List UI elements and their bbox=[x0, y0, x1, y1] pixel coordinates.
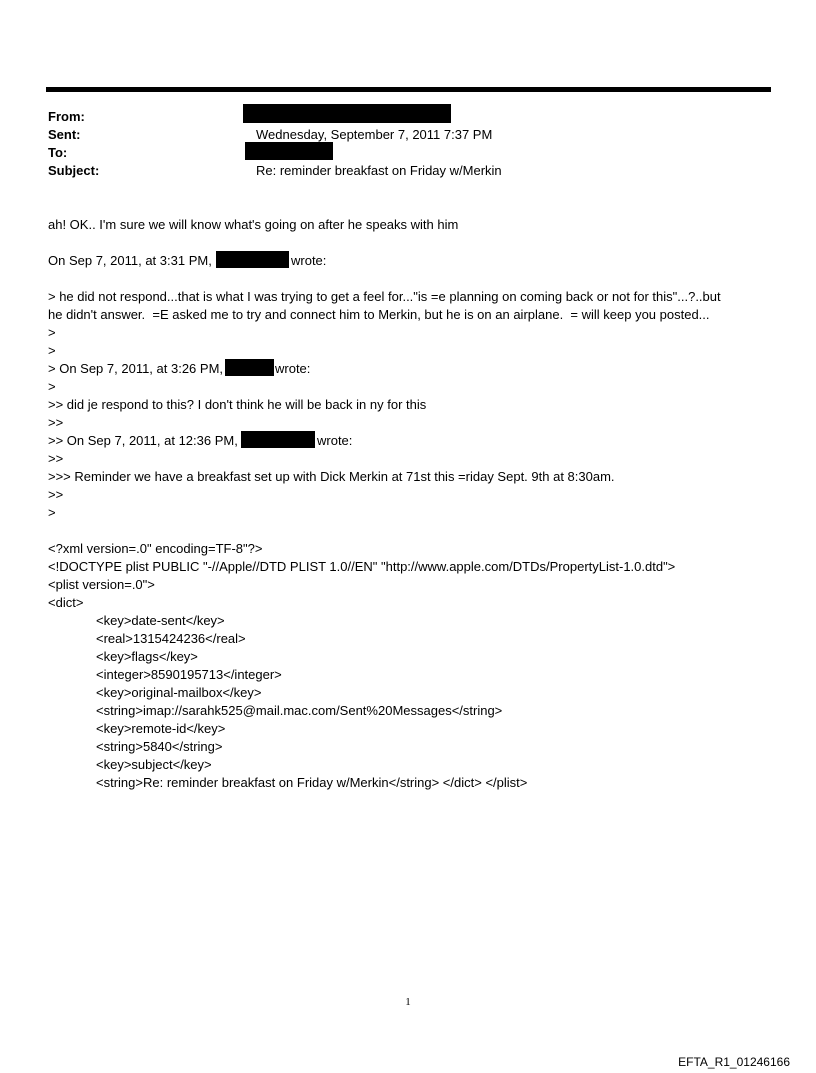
redaction-from bbox=[243, 104, 451, 123]
body-line: > bbox=[48, 325, 56, 340]
to-label: To: bbox=[48, 145, 68, 160]
body-line: wrote: bbox=[291, 253, 327, 268]
plist-line: <string>Re: reminder breakfast on Friday w/Merkin</string> </dict> </plist> bbox=[96, 775, 528, 790]
plist-line: <key>subject</key> bbox=[96, 757, 212, 772]
body-line: he didn't answer. =E asked me to try and connect him to Merkin, but he is on an airplane. = will keep you posted... bbox=[48, 307, 710, 322]
sent-label: Sent: bbox=[48, 127, 81, 142]
body-line: > he did not respond...that is what I was trying to get a feel for..."is =e planning on coming back or not for this"...?..but bbox=[48, 289, 721, 304]
plist-line: <string>5840</string> bbox=[96, 739, 223, 754]
body-line: >> bbox=[48, 415, 64, 430]
body-line: >> On Sep 7, 2011, at 12:36 PM, bbox=[48, 433, 238, 448]
body-line: >> did je respond to this? I don't think he will be back in ny for this bbox=[48, 397, 427, 412]
body-line: >> bbox=[48, 487, 64, 502]
body-line: ah! OK.. I'm sure we will know what's going on after he speaks with him bbox=[48, 217, 459, 232]
body-line: >>> Reminder we have a breakfast set up with Dick Merkin at 71st this =riday Sept. 9th at 8:30am. bbox=[48, 469, 615, 484]
plist-line: <key>date-sent</key> bbox=[96, 613, 225, 628]
body-line: wrote: bbox=[275, 361, 311, 376]
sent-value: Wednesday, September 7, 2011 7:37 PM bbox=[256, 127, 493, 142]
redaction-sender bbox=[241, 431, 315, 448]
plist-line: <plist version=.0"> bbox=[48, 577, 155, 592]
body-line: > bbox=[48, 379, 56, 394]
page-number: 1 bbox=[405, 996, 411, 1008]
body-line: > On Sep 7, 2011, at 3:26 PM, bbox=[48, 361, 224, 376]
body-line: > bbox=[48, 343, 56, 358]
plist-line: <key>remote-id</key> bbox=[96, 721, 226, 736]
body-line: >> bbox=[48, 451, 64, 466]
plist-line: <?xml version=.0" encoding=TF-8"?> bbox=[48, 541, 263, 556]
subject-value: Re: reminder breakfast on Friday w/Merkin bbox=[256, 163, 502, 178]
plist-line: <!DOCTYPE plist PUBLIC "-//Apple//DTD PLIST 1.0//EN" "http://www.apple.com/DTDs/PropertyList-1.0.dtd"> bbox=[48, 559, 676, 574]
plist-line: <dict> bbox=[48, 595, 84, 610]
from-label: From: bbox=[48, 109, 85, 124]
body-line: wrote: bbox=[317, 433, 353, 448]
plist-line: <key>original-mailbox</key> bbox=[96, 685, 262, 700]
plist-line: <string>imap://sarahk525@mail.mac.com/Sent%20Messages</string> bbox=[96, 703, 503, 718]
bates-number: EFTA_R1_01246166 bbox=[678, 1055, 790, 1069]
redaction-sender bbox=[216, 251, 289, 268]
plist-line: <integer>8590195713</integer> bbox=[96, 667, 282, 682]
body-line: > bbox=[48, 505, 56, 520]
plist-line: <real>1315424236</real> bbox=[96, 631, 246, 646]
body-line: On Sep 7, 2011, at 3:31 PM, bbox=[48, 253, 212, 268]
redaction-to bbox=[245, 142, 333, 160]
redaction-sender bbox=[225, 359, 274, 376]
header-rule bbox=[46, 87, 771, 92]
plist-line: <key>flags</key> bbox=[96, 649, 198, 664]
subject-label: Subject: bbox=[48, 163, 100, 178]
